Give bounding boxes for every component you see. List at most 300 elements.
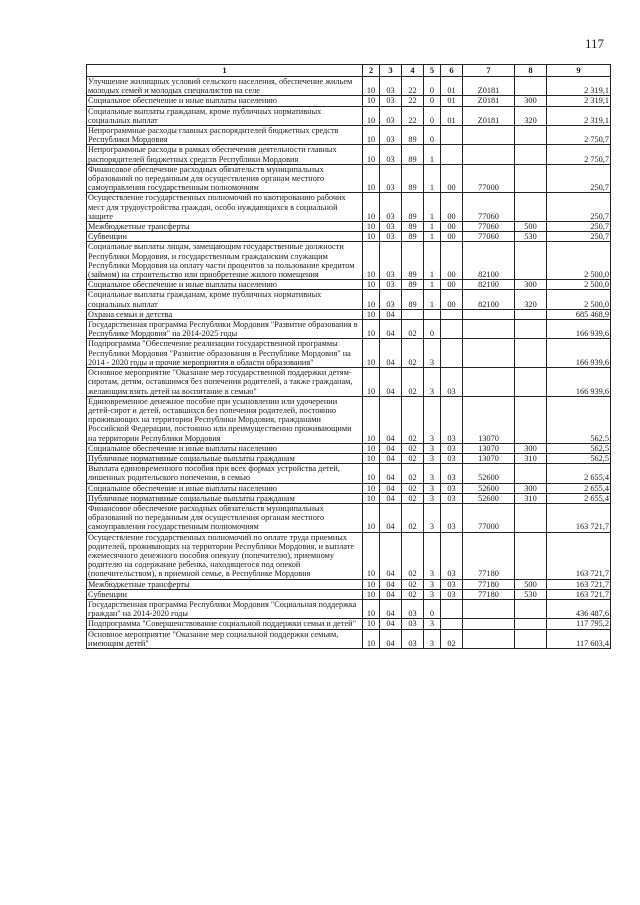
- row-code-3: 04: [380, 493, 402, 503]
- row-code-8: [515, 464, 547, 483]
- row-code-6: 03: [441, 483, 463, 493]
- row-code-2: 10: [363, 483, 380, 493]
- row-name: Субвенции: [87, 589, 363, 599]
- row-code-5: 1: [424, 222, 441, 232]
- row-code-7: Z0181: [463, 106, 515, 125]
- row-code-5: 1: [424, 280, 441, 290]
- row-code-2: 10: [363, 164, 380, 193]
- row-code-3: 03: [380, 193, 402, 222]
- row-code-5: 3: [424, 396, 441, 443]
- row-code-2: 10: [363, 599, 380, 618]
- row-amount: 163 721,7: [547, 589, 611, 599]
- row-code-7: [463, 368, 515, 397]
- row-name: Подпрограмма "Обеспечение реализации государственной программы Республики Мордовия "Развитие образования в Республике Мордовия" на 2014 - 2020 годы и прочие мероприятия в области образования": [87, 339, 363, 368]
- table-row: [87, 232, 611, 242]
- row-code-3: 04: [380, 599, 402, 618]
- row-code-5: 1: [424, 242, 441, 280]
- row-code-4: 89: [402, 145, 424, 164]
- row-code-6: 01: [441, 77, 463, 96]
- row-code-4: 22: [402, 96, 424, 106]
- row-name: Социальные выплаты гражданам, кроме публичных нормативных социальных выплат: [87, 290, 363, 309]
- row-code-7: 13070: [463, 453, 515, 463]
- row-amount: 2 750,7: [547, 126, 611, 145]
- row-code-5: 0: [424, 126, 441, 145]
- row-code-5: 1: [424, 193, 441, 222]
- row-code-3: 04: [380, 320, 402, 339]
- row-code-7: 13070: [463, 443, 515, 453]
- row-name: Подпрограмма "Совершенствование социальной поддержки семьи и детей": [87, 619, 363, 629]
- row-code-4: 89: [402, 242, 424, 280]
- row-name: Выплата единовременного пособия при всех формах устройства детей, лишенных родительского попечения, в семью: [87, 464, 363, 483]
- column-header: 5: [424, 65, 441, 77]
- row-code-6: [441, 599, 463, 618]
- row-code-4: 22: [402, 77, 424, 96]
- row-amount: 166 939,6: [547, 368, 611, 397]
- table-row: [87, 290, 611, 309]
- row-code-8: [515, 629, 547, 648]
- row-code-8: 300: [515, 96, 547, 106]
- row-code-7: [463, 619, 515, 629]
- row-code-3: 04: [380, 396, 402, 443]
- row-code-5: 3: [424, 532, 441, 579]
- row-code-8: 310: [515, 453, 547, 463]
- column-header: 3: [380, 65, 402, 77]
- row-code-8: [515, 193, 547, 222]
- row-code-3: 04: [380, 589, 402, 599]
- row-code-7: 52600: [463, 493, 515, 503]
- row-code-6: 00: [441, 164, 463, 193]
- column-header: 9: [547, 65, 611, 77]
- row-code-4: [402, 309, 424, 319]
- row-code-5: 3: [424, 503, 441, 532]
- row-code-2: 10: [363, 579, 380, 589]
- row-name: Государственная программа Республики Мордовия "Развитие образования в Республике Мордовия" на 2014-2025 годы: [87, 320, 363, 339]
- row-code-2: 10: [363, 629, 380, 648]
- row-code-6: [441, 619, 463, 629]
- row-code-4: 02: [402, 493, 424, 503]
- row-code-2: 10: [363, 96, 380, 106]
- row-code-7: Z0181: [463, 77, 515, 96]
- row-code-5: 1: [424, 232, 441, 242]
- row-code-4: 02: [402, 453, 424, 463]
- row-code-5: 3: [424, 579, 441, 589]
- row-code-6: 01: [441, 96, 463, 106]
- table-row: [87, 242, 611, 280]
- row-code-4: 02: [402, 589, 424, 599]
- row-amount: 562,5: [547, 453, 611, 463]
- row-code-3: 04: [380, 309, 402, 319]
- row-code-2: 10: [363, 339, 380, 368]
- row-code-6: 00: [441, 290, 463, 309]
- row-code-4: 89: [402, 290, 424, 309]
- row-amount: 166 939,6: [547, 339, 611, 368]
- row-name: Межбюджетные трансферты: [87, 222, 363, 232]
- table-row: [87, 599, 611, 618]
- row-name: Осуществление государственных полномочий по квотированию рабочих мест для трудоустройства граждан, особо нуждающихся в социальной защите: [87, 193, 363, 222]
- row-name: Субвенции: [87, 232, 363, 242]
- row-code-8: [515, 126, 547, 145]
- row-code-3: 04: [380, 453, 402, 463]
- table-row: [87, 96, 611, 106]
- row-code-4: 02: [402, 443, 424, 453]
- column-header: 6: [441, 65, 463, 77]
- row-code-8: 300: [515, 280, 547, 290]
- table-row: [87, 464, 611, 483]
- row-amount: 2 655,4: [547, 464, 611, 483]
- row-code-7: [463, 145, 515, 164]
- row-name: Финансовое обеспечение расходных обязательств муниципальных образований по переданным для осуществления органам местного самоуправления государственным полномочиям: [87, 164, 363, 193]
- row-code-6: 03: [441, 589, 463, 599]
- row-amount: 436 487,6: [547, 599, 611, 618]
- row-code-3: 04: [380, 483, 402, 493]
- row-code-7: 13070: [463, 396, 515, 443]
- row-code-4: 89: [402, 232, 424, 242]
- row-amount: 562,5: [547, 443, 611, 453]
- row-code-5: 3: [424, 619, 441, 629]
- row-code-2: 10: [363, 368, 380, 397]
- row-code-2: 10: [363, 443, 380, 453]
- row-code-3: 04: [380, 619, 402, 629]
- row-name: Основное мероприятие "Оказание мер государственной поддержки детям-сиротам, детям, оставшимся без попечения родителей, а также гражданам, желающим взять детей на воспитание в семью": [87, 368, 363, 397]
- table-body: [87, 77, 611, 649]
- row-code-7: 82100: [463, 290, 515, 309]
- row-code-3: 04: [380, 503, 402, 532]
- row-code-2: 10: [363, 396, 380, 443]
- row-code-5: 3: [424, 368, 441, 397]
- row-code-8: 320: [515, 290, 547, 309]
- row-code-5: 3: [424, 453, 441, 463]
- row-amount: 166 939,6: [547, 320, 611, 339]
- row-code-6: 00: [441, 242, 463, 280]
- row-code-2: 10: [363, 222, 380, 232]
- row-code-2: 10: [363, 320, 380, 339]
- row-code-2: 10: [363, 309, 380, 319]
- row-code-5: 0: [424, 77, 441, 96]
- row-code-2: 10: [363, 493, 380, 503]
- row-code-5: 1: [424, 145, 441, 164]
- row-name: Основное мероприятие "Оказание мер социальной поддержки семьям, имеющим детей": [87, 629, 363, 648]
- row-code-7: 52600: [463, 483, 515, 493]
- row-code-2: 10: [363, 619, 380, 629]
- row-code-8: [515, 339, 547, 368]
- row-amount: 2 500,0: [547, 290, 611, 309]
- table-row: [87, 280, 611, 290]
- table-row: [87, 77, 611, 96]
- row-name: Улучшение жилищных условий сельского населения, обеспечение жильем молодых семей и молодых специалистов на селе: [87, 77, 363, 96]
- row-code-3: 03: [380, 222, 402, 232]
- row-code-8: [515, 599, 547, 618]
- row-code-8: [515, 77, 547, 96]
- row-code-8: [515, 619, 547, 629]
- row-code-4: 03: [402, 629, 424, 648]
- column-header: 4: [402, 65, 424, 77]
- column-header: 1: [87, 65, 363, 77]
- table-row: [87, 145, 611, 164]
- row-code-7: 52600: [463, 464, 515, 483]
- row-amount: 163 721,7: [547, 579, 611, 589]
- row-code-8: 500: [515, 579, 547, 589]
- row-code-6: 00: [441, 232, 463, 242]
- table-row: [87, 483, 611, 493]
- table-row: [87, 320, 611, 339]
- row-name: Публичные нормативные социальные выплаты гражданам: [87, 453, 363, 463]
- row-code-7: [463, 599, 515, 618]
- row-code-8: [515, 368, 547, 397]
- row-code-6: [441, 309, 463, 319]
- row-code-6: 00: [441, 222, 463, 232]
- row-amount: 562,5: [547, 396, 611, 443]
- row-code-6: 03: [441, 532, 463, 579]
- row-code-4: 03: [402, 619, 424, 629]
- row-code-7: 77060: [463, 232, 515, 242]
- row-code-6: [441, 320, 463, 339]
- row-name: Единовременное денежное пособие при усыновлении или удочерении детей-сирот и детей, оставшихся без попечения родителей, постоянно проживающих на территории Республики Мордовия, гражданами Российской Федерации, постоянно или преимущественно проживающими на территории Республики Мордовия: [87, 396, 363, 443]
- row-code-3: 04: [380, 464, 402, 483]
- row-code-3: 03: [380, 280, 402, 290]
- row-amount: 250,7: [547, 193, 611, 222]
- row-name: Непрограммные расходы в рамках обеспечения деятельности главных распорядителей бюджетных средств Республики Мордовия: [87, 145, 363, 164]
- row-code-3: 03: [380, 96, 402, 106]
- row-code-2: 10: [363, 77, 380, 96]
- table-row: [87, 453, 611, 463]
- row-code-4: 02: [402, 339, 424, 368]
- row-code-5: 0: [424, 599, 441, 618]
- row-code-8: [515, 396, 547, 443]
- row-code-4: 22: [402, 106, 424, 125]
- row-code-4: 89: [402, 164, 424, 193]
- row-amount: 685 468,9: [547, 309, 611, 319]
- row-name: Социальное обеспечение и иные выплаты населению: [87, 483, 363, 493]
- row-amount: 163 721,7: [547, 532, 611, 579]
- row-code-2: 10: [363, 280, 380, 290]
- row-code-2: 10: [363, 532, 380, 579]
- row-amount: 2 655,4: [547, 493, 611, 503]
- row-amount: 250,7: [547, 232, 611, 242]
- row-code-5: 3: [424, 464, 441, 483]
- row-code-4: 02: [402, 464, 424, 483]
- row-name: Социальные выплаты лицам, замещающим государственные должности Республики Мордовия, и государственным гражданским служащим Республики Мордовия на оплату части процентов за пользование кредитом (займом) на строительство или приобретение жилого помещения: [87, 242, 363, 280]
- row-code-4: 02: [402, 532, 424, 579]
- row-name: Социальное обеспечение и иные выплаты населению: [87, 280, 363, 290]
- row-code-4: 02: [402, 320, 424, 339]
- row-code-2: 10: [363, 145, 380, 164]
- row-code-4: 89: [402, 193, 424, 222]
- row-amount: 163 721,7: [547, 503, 611, 532]
- header-row: [87, 65, 611, 77]
- row-amount: 250,7: [547, 222, 611, 232]
- table-row: [87, 222, 611, 232]
- row-code-5: 3: [424, 339, 441, 368]
- row-code-8: 530: [515, 232, 547, 242]
- row-code-8: [515, 532, 547, 579]
- row-code-7: [463, 629, 515, 648]
- row-code-2: 10: [363, 232, 380, 242]
- row-code-6: 00: [441, 193, 463, 222]
- row-amount: 2 655,4: [547, 483, 611, 493]
- row-code-8: [515, 164, 547, 193]
- row-code-7: 77180: [463, 589, 515, 599]
- row-code-5: 3: [424, 493, 441, 503]
- row-code-4: 02: [402, 503, 424, 532]
- row-code-2: 10: [363, 242, 380, 280]
- row-code-8: [515, 503, 547, 532]
- row-code-6: 03: [441, 579, 463, 589]
- row-code-5: 1: [424, 290, 441, 309]
- row-code-3: 03: [380, 232, 402, 242]
- row-code-4: 03: [402, 599, 424, 618]
- row-code-4: 02: [402, 483, 424, 493]
- row-code-6: 03: [441, 453, 463, 463]
- row-code-4: 89: [402, 126, 424, 145]
- table-row: [87, 396, 611, 443]
- table-row: [87, 589, 611, 599]
- row-name: Государственная программа Республики Мордовия "Социальная поддержка граждан" на 2014-2020 годы: [87, 599, 363, 618]
- row-name: Социальные выплаты гражданам, кроме публичных нормативных социальных выплат: [87, 106, 363, 125]
- row-name: Публичные нормативные социальные выплаты гражданам: [87, 493, 363, 503]
- row-code-6: 03: [441, 503, 463, 532]
- row-code-7: [463, 126, 515, 145]
- row-code-3: 04: [380, 339, 402, 368]
- row-name: Осуществление государственных полномочий по оплате труда приемных родителей, проживающих на территории Республики Мордовия, и выплате ежемесячного денежного пособия опекуну (попечителю), приемному родителю на содержание ребенка, находящегося под опекой (попечительством), в приемной семье, в Республике Мордовия: [87, 532, 363, 579]
- column-header: 8: [515, 65, 547, 77]
- row-code-8: [515, 242, 547, 280]
- row-code-8: [515, 309, 547, 319]
- row-amount: 2 319,1: [547, 106, 611, 125]
- row-amount: 250,7: [547, 164, 611, 193]
- row-code-6: 03: [441, 493, 463, 503]
- row-code-6: 03: [441, 396, 463, 443]
- row-code-3: 03: [380, 145, 402, 164]
- row-code-8: 320: [515, 106, 547, 125]
- row-code-7: 82100: [463, 242, 515, 280]
- row-amount: 2 500,0: [547, 280, 611, 290]
- row-code-6: 00: [441, 280, 463, 290]
- table-row: [87, 368, 611, 397]
- budget-table: [86, 64, 611, 649]
- row-code-6: [441, 126, 463, 145]
- row-code-5: 0: [424, 96, 441, 106]
- table-row: [87, 443, 611, 453]
- table-row: [87, 309, 611, 319]
- row-code-6: 01: [441, 106, 463, 125]
- row-name: Непрограммные расходы главных распорядителей бюджетных средств Республики Мордовия: [87, 126, 363, 145]
- page-number: 117: [584, 36, 604, 51]
- row-code-2: 10: [363, 106, 380, 125]
- row-code-8: [515, 145, 547, 164]
- row-code-5: 1: [424, 164, 441, 193]
- table-row: [87, 493, 611, 503]
- row-code-2: 10: [363, 290, 380, 309]
- row-code-5: 3: [424, 443, 441, 453]
- row-code-8: 300: [515, 483, 547, 493]
- row-code-8: 310: [515, 493, 547, 503]
- row-code-8: 530: [515, 589, 547, 599]
- row-code-3: 04: [380, 368, 402, 397]
- table-row: [87, 164, 611, 193]
- row-code-3: 03: [380, 126, 402, 145]
- row-amount: 2 319,1: [547, 96, 611, 106]
- row-code-3: 04: [380, 579, 402, 589]
- row-code-6: 02: [441, 629, 463, 648]
- row-code-3: 03: [380, 290, 402, 309]
- column-header: 2: [363, 65, 380, 77]
- row-code-2: 10: [363, 589, 380, 599]
- row-amount: 2 319,1: [547, 77, 611, 96]
- row-code-5: 3: [424, 483, 441, 493]
- row-code-8: 300: [515, 443, 547, 453]
- row-amount: 117 603,4: [547, 629, 611, 648]
- row-code-2: 10: [363, 503, 380, 532]
- row-code-4: 02: [402, 579, 424, 589]
- row-code-7: 77060: [463, 193, 515, 222]
- row-code-8: 500: [515, 222, 547, 232]
- row-code-5: 0: [424, 320, 441, 339]
- row-amount: 117 795,2: [547, 619, 611, 629]
- row-name: Финансовое обеспечение расходных обязательств муниципальных образований по переданным для осуществления органам местного самоуправления государственным полномочиям: [87, 503, 363, 532]
- row-code-7: 77000: [463, 164, 515, 193]
- table-row: [87, 629, 611, 648]
- row-code-7: 77060: [463, 222, 515, 232]
- table-row: [87, 532, 611, 579]
- row-code-2: 10: [363, 453, 380, 463]
- table-row: [87, 193, 611, 222]
- row-code-3: 04: [380, 629, 402, 648]
- row-code-7: [463, 320, 515, 339]
- row-code-8: [515, 320, 547, 339]
- row-name: Социальное обеспечение и иные выплаты населению: [87, 96, 363, 106]
- table-row: [87, 619, 611, 629]
- row-name: Охрана семьи и детства: [87, 309, 363, 319]
- row-name: Межбюджетные трансферты: [87, 579, 363, 589]
- row-code-7: 82100: [463, 280, 515, 290]
- row-code-3: 04: [380, 532, 402, 579]
- row-code-7: 77180: [463, 532, 515, 579]
- row-code-4: 02: [402, 368, 424, 397]
- row-name: Социальное обеспечение и иные выплаты населению: [87, 443, 363, 453]
- row-code-3: 04: [380, 443, 402, 453]
- row-code-2: 10: [363, 464, 380, 483]
- table-row: [87, 106, 611, 125]
- row-code-5: 3: [424, 589, 441, 599]
- row-code-7: Z0181: [463, 96, 515, 106]
- table-row: [87, 126, 611, 145]
- row-code-5: 3: [424, 629, 441, 648]
- row-code-6: 03: [441, 368, 463, 397]
- row-code-6: 03: [441, 443, 463, 453]
- table-row: [87, 579, 611, 589]
- row-code-2: 10: [363, 193, 380, 222]
- table-row: [87, 339, 611, 368]
- row-code-4: 89: [402, 280, 424, 290]
- row-code-7: 77000: [463, 503, 515, 532]
- row-code-6: [441, 145, 463, 164]
- row-code-3: 03: [380, 106, 402, 125]
- row-code-3: 03: [380, 164, 402, 193]
- table-row: [87, 503, 611, 532]
- row-code-3: 03: [380, 242, 402, 280]
- row-code-6: [441, 339, 463, 368]
- row-code-7: [463, 309, 515, 319]
- row-code-3: 03: [380, 77, 402, 96]
- row-amount: 2 750,7: [547, 145, 611, 164]
- row-code-7: [463, 339, 515, 368]
- row-code-5: [424, 309, 441, 319]
- row-code-6: 03: [441, 464, 463, 483]
- column-header: 7: [463, 65, 515, 77]
- row-code-5: 0: [424, 106, 441, 125]
- row-code-7: 77180: [463, 579, 515, 589]
- row-code-4: 02: [402, 396, 424, 443]
